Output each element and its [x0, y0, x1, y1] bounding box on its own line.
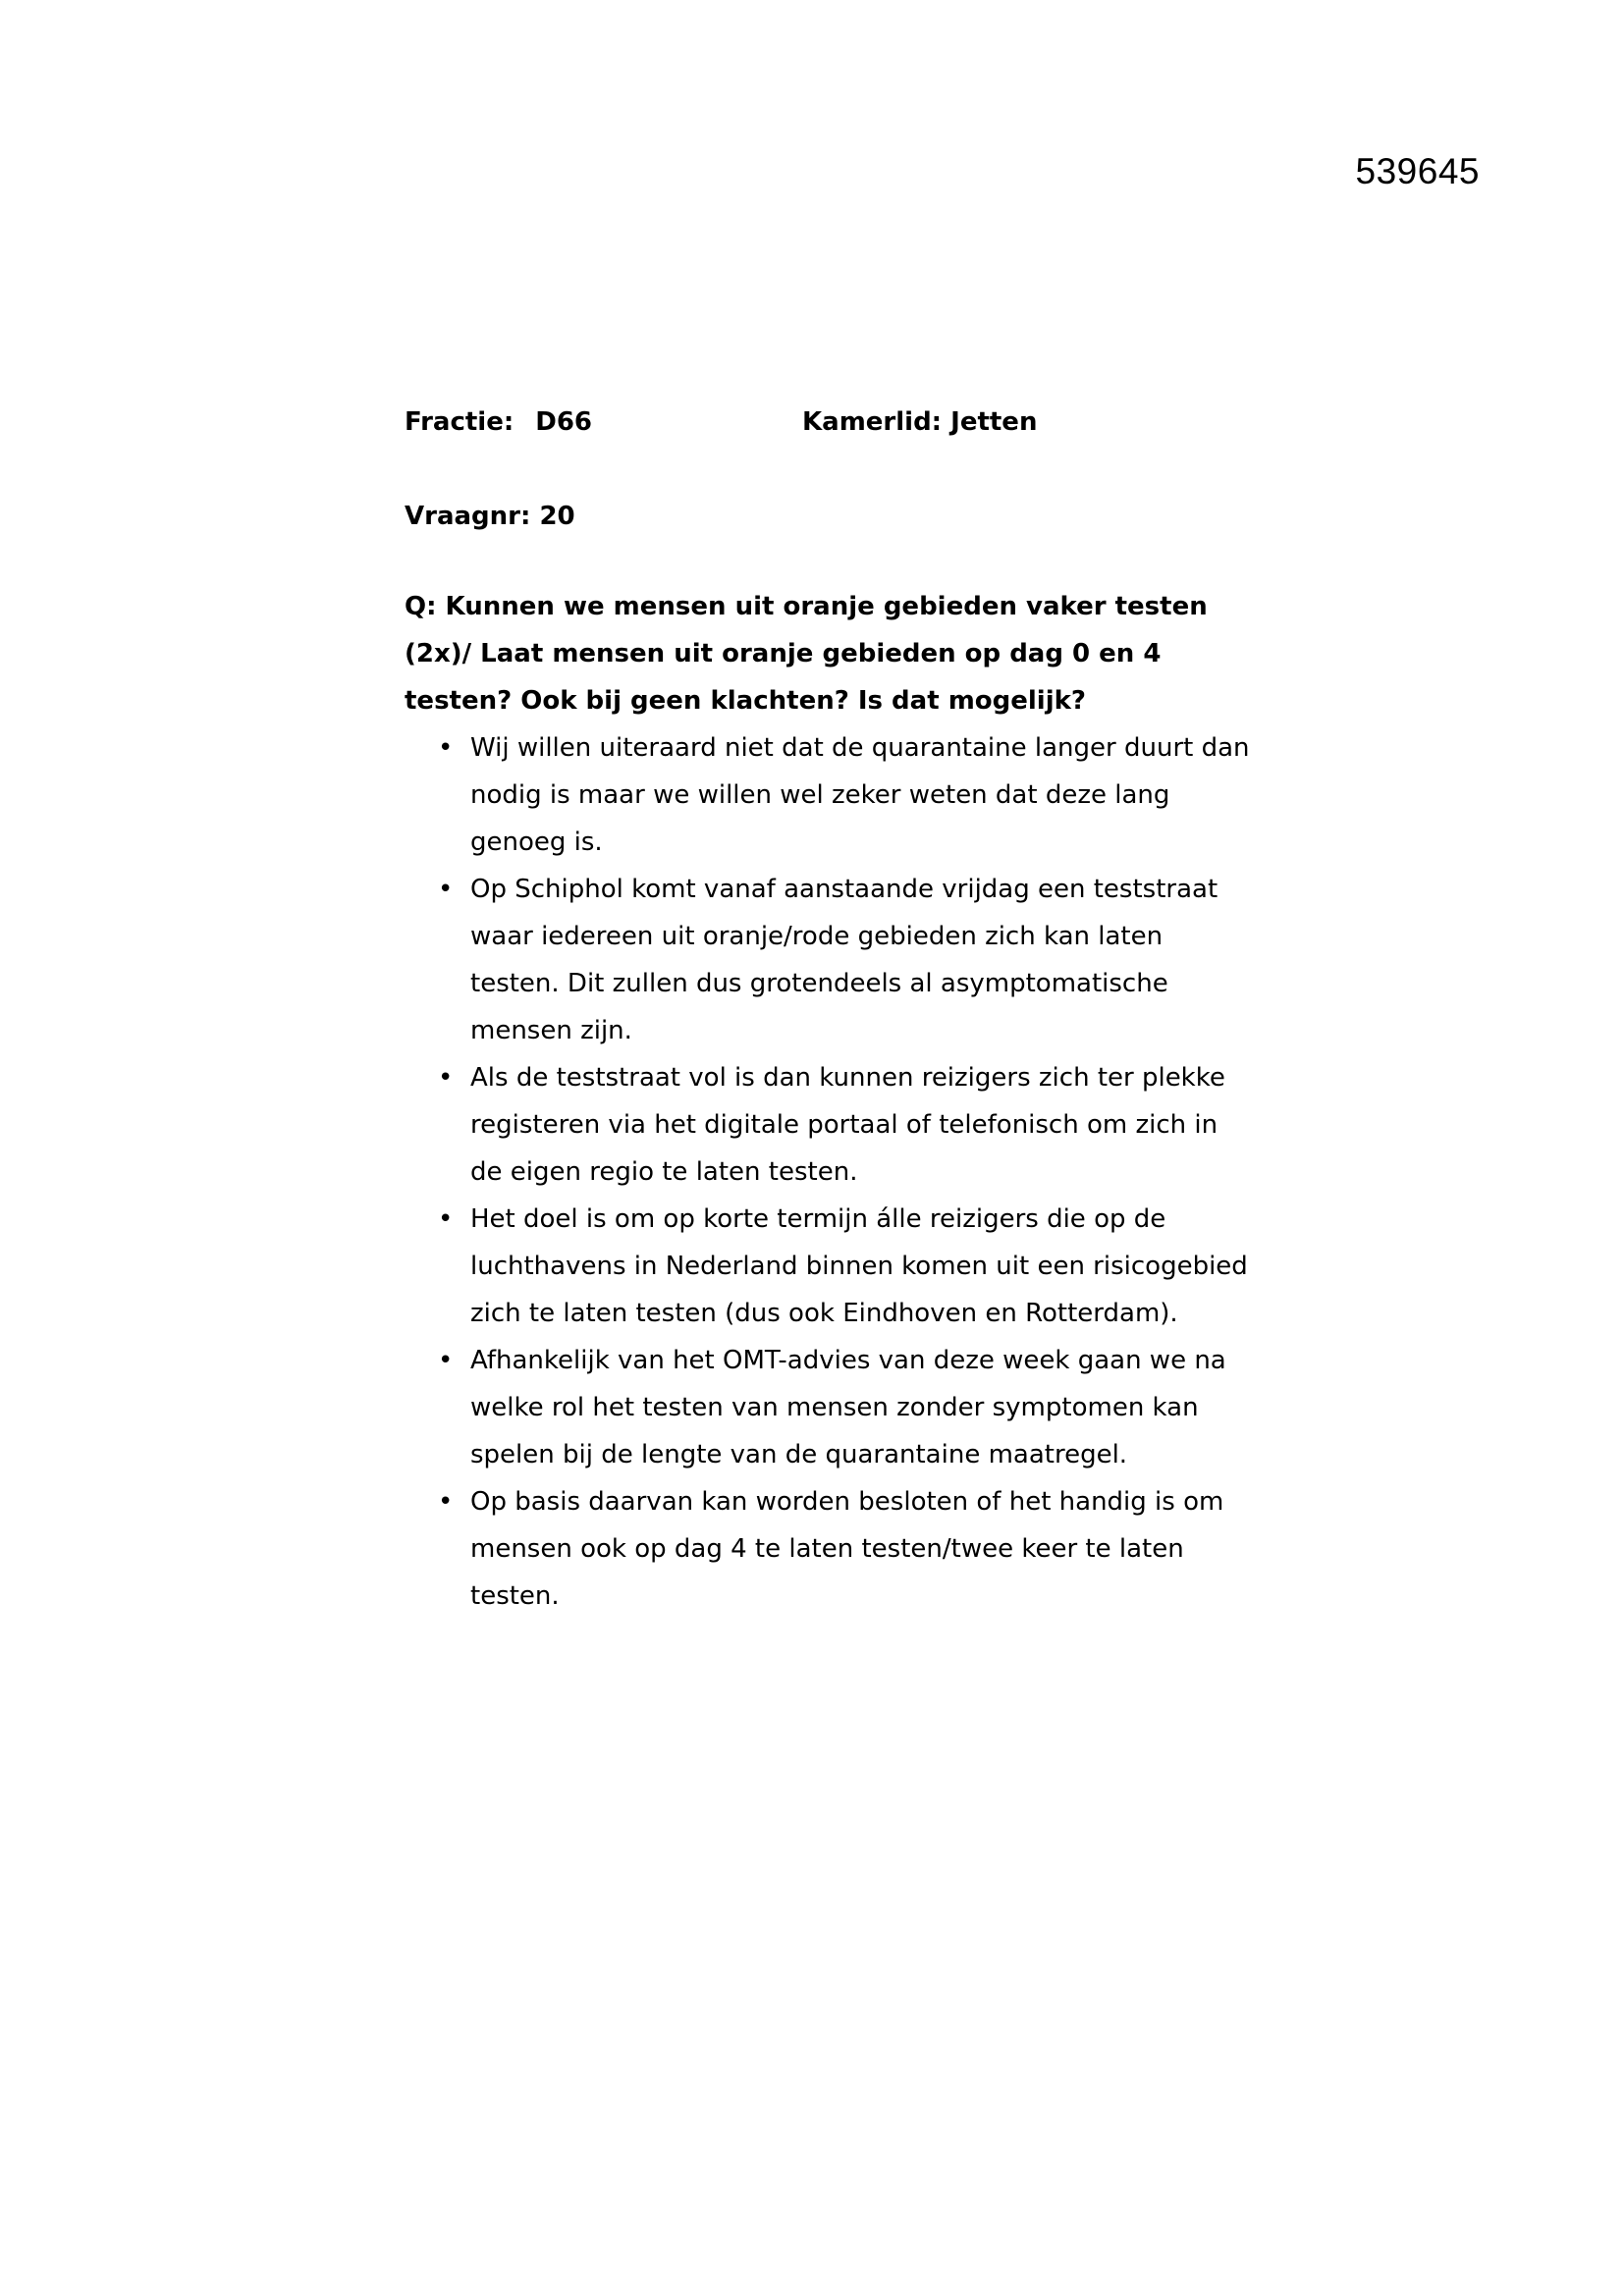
kamerlid — [802, 402, 1037, 442]
answer-item — [405, 1337, 1256, 1478]
bullet-icon: • — [438, 1063, 454, 1093]
bullet-icon: • — [438, 875, 454, 904]
answer-item — [405, 1054, 1256, 1196]
answer-item — [405, 1478, 1256, 1620]
answer-item — [405, 1196, 1256, 1337]
answer-text: Als de teststraat vol is dan kunnen reizigers zich ter plekke registeren via het digitale portaal of telefonisch om zich in de eigen regio te laten testen. — [470, 1063, 1225, 1187]
answer-text: Het doel is om op korte termijn álle reizigers die op de luchthavens in Nederland binnen komen uit een risicogebied zich te laten testen (dus ook Eindhoven en Rotterdam). — [470, 1204, 1248, 1328]
bullet-icon: • — [438, 733, 454, 763]
answer-text: Wij willen uiteraard niet dat de quarantaine langer duurt dan nodig is maar we willen wel zeker weten dat deze lang genoeg is. — [470, 733, 1250, 857]
fractie-label: Fractie: — [405, 407, 514, 437]
kamerlid-value: Jetten — [950, 407, 1038, 437]
kamerlid-label: Kamerlid: — [802, 407, 943, 437]
bullet-icon: • — [438, 1204, 454, 1234]
vraagnr-label: Vraagnr: — [405, 502, 531, 531]
fractie — [405, 402, 592, 442]
bullet-icon: • — [438, 1487, 454, 1517]
question-text: Q: Kunnen we mensen uit oranje gebieden vaker testen (2x)/ Laat mensen uit oranje gebieden op dag 0 en 4 testen? Ook bij geen klachten? Is dat mogelijk? — [405, 592, 1208, 716]
answer-list — [405, 724, 1269, 1620]
answer-item — [405, 866, 1256, 1054]
answer-text: Op basis daarvan kan worden besloten of het handig is om mensen ook op dag 4 te laten testen/twee keer te laten testen. — [470, 1487, 1224, 1611]
answer-item — [405, 724, 1256, 866]
fractie-value: D66 — [535, 407, 593, 437]
vraagnr — [405, 497, 575, 536]
vraagnr-value: 20 — [539, 502, 575, 531]
bullet-icon: • — [438, 1346, 454, 1375]
answer-text: Op Schiphol komt vanaf aanstaande vrijdag een teststraat waar iedereen uit oranje/rode gebieden zich kan laten testen. Dit zullen dus grotendeels al asymptomatische mensen zijn. — [470, 875, 1218, 1045]
document-number: 539645 — [1355, 151, 1480, 191]
meta-row — [405, 402, 1269, 442]
answer-text: Afhankelijk van het OMT-advies van deze week gaan we na welke rol het testen van mensen zonder symptomen kan spelen bij de lengte van de quarantaine maatregel. — [470, 1346, 1226, 1469]
